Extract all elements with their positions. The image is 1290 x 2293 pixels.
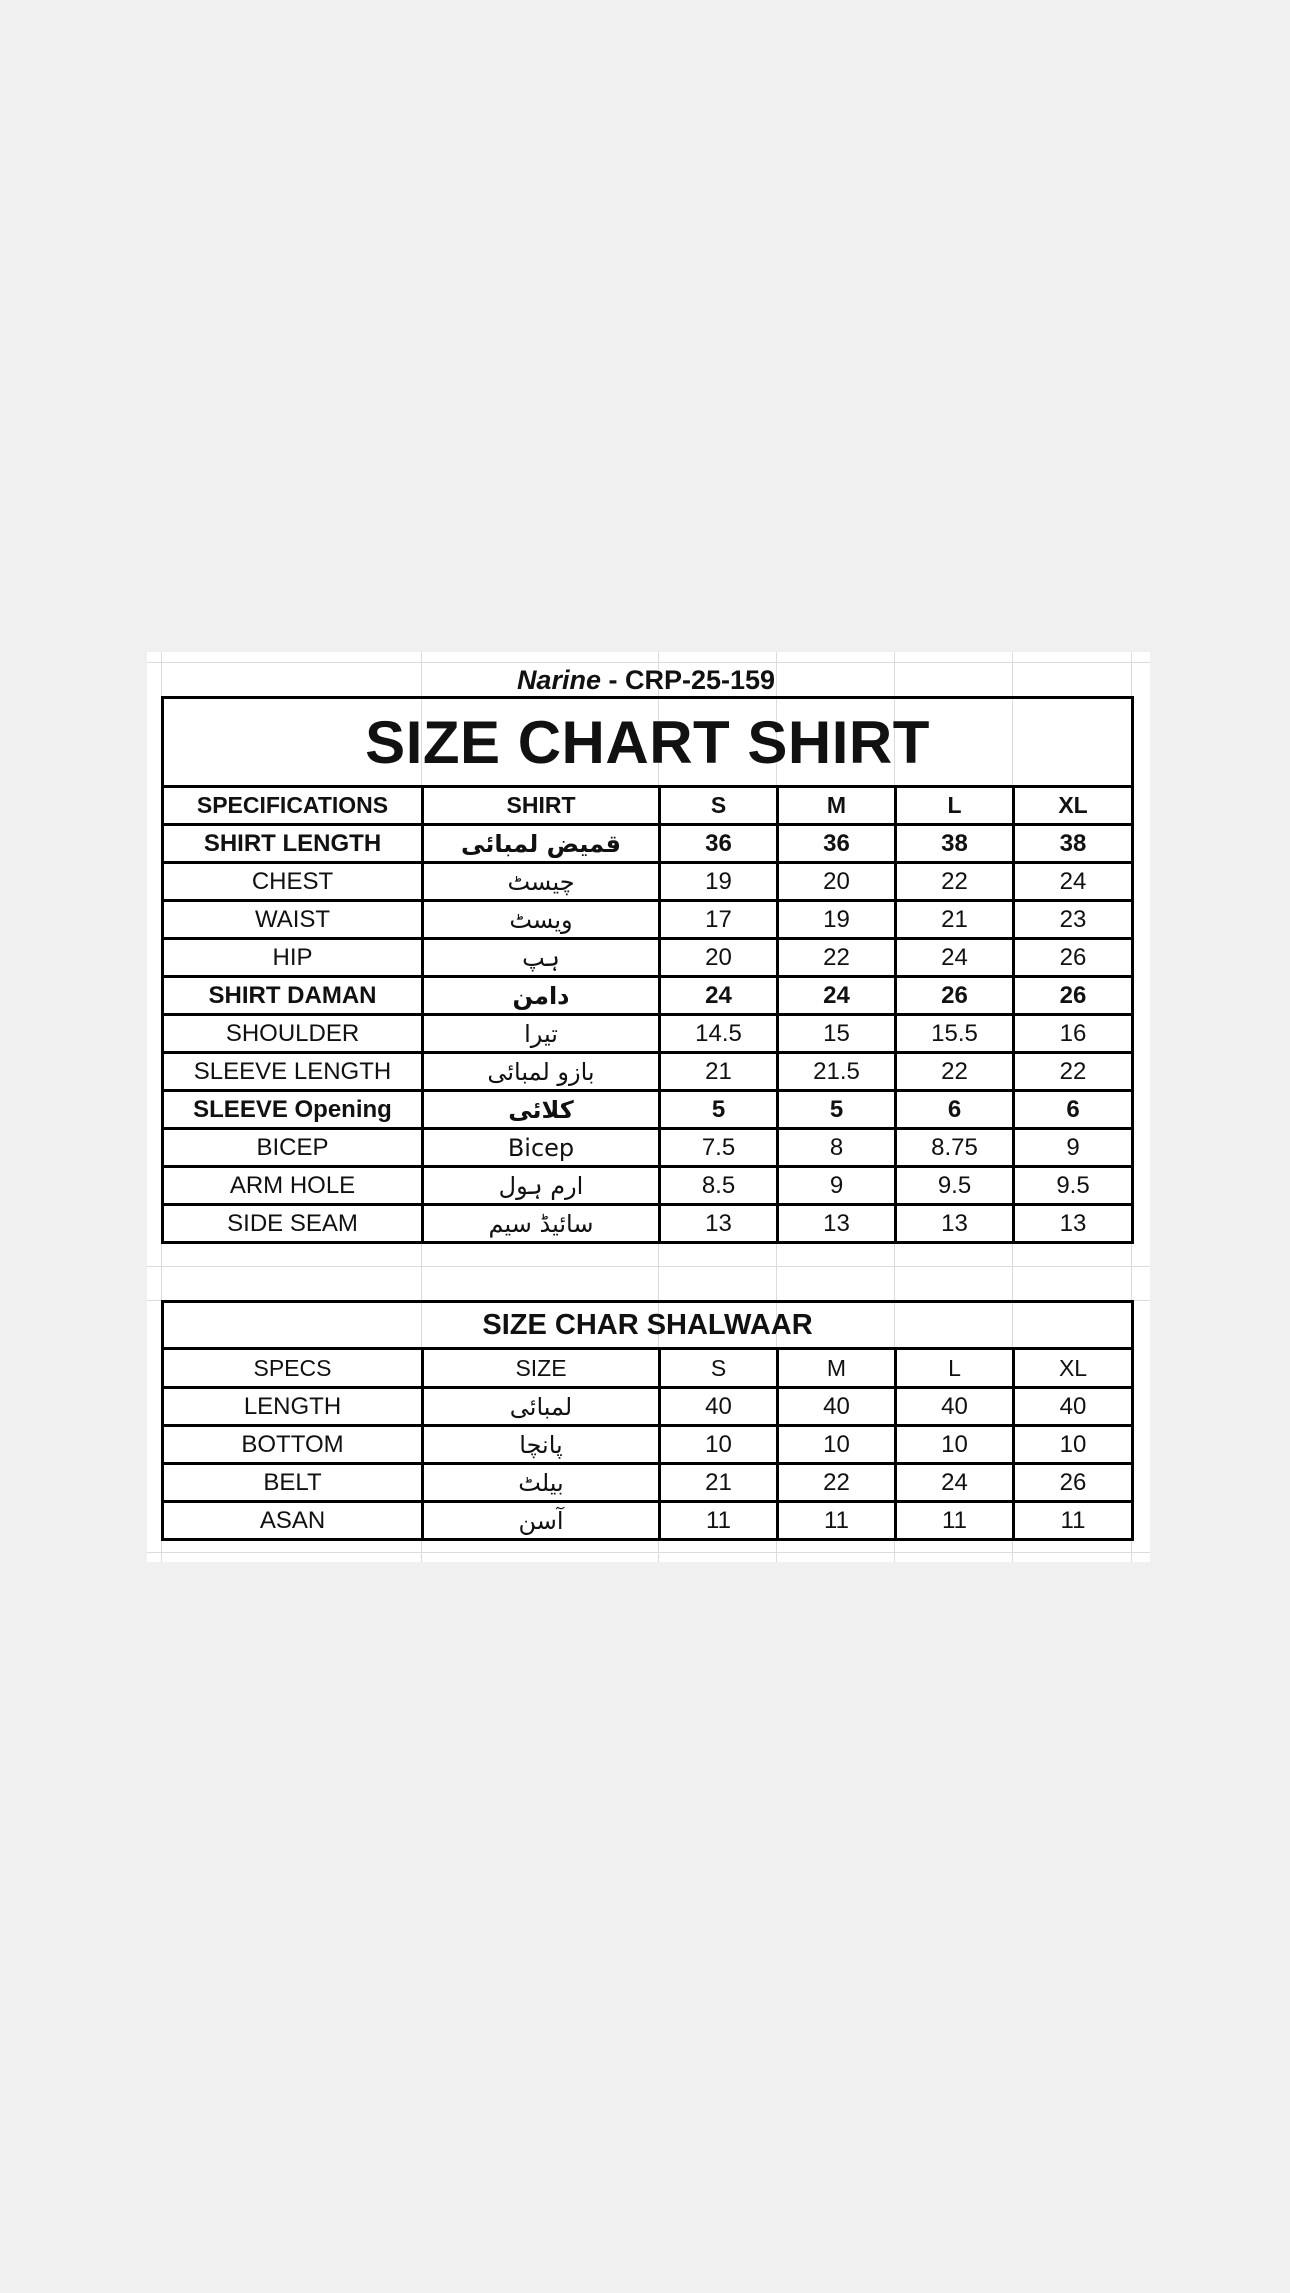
- size-value: 24: [1014, 863, 1133, 901]
- spec-label: BOTTOM: [163, 1426, 423, 1464]
- table-row: [163, 901, 1133, 939]
- spec-local-name: پانچا: [423, 1426, 660, 1464]
- product-code: CRP-25-159: [624, 665, 776, 695]
- size-value: 8.75: [896, 1129, 1014, 1167]
- spec-label: CHEST: [163, 863, 423, 901]
- column-header: S: [660, 1349, 778, 1388]
- spec-label: BELT: [163, 1464, 423, 1502]
- size-value: 40: [896, 1388, 1014, 1426]
- size-value: 6: [896, 1091, 1014, 1129]
- spec-label: SHIRT DAMAN: [163, 977, 423, 1015]
- size-value: 15: [778, 1015, 896, 1053]
- spec-label: WAIST: [163, 901, 423, 939]
- size-value: 36: [778, 825, 896, 863]
- spec-local-name: ہپ: [423, 939, 660, 977]
- gridline: [147, 1266, 1150, 1267]
- size-value: 11: [896, 1502, 1014, 1540]
- column-header: M: [778, 787, 896, 825]
- table-row: [163, 977, 1133, 1015]
- spec-local-name: تیرا: [423, 1015, 660, 1053]
- spec-label: ASAN: [163, 1502, 423, 1540]
- size-value: 22: [778, 939, 896, 977]
- size-value: 22: [896, 1053, 1014, 1091]
- size-value: 21: [896, 901, 1014, 939]
- size-value: 20: [778, 863, 896, 901]
- spec-local-name: لمبائی: [423, 1388, 660, 1426]
- spec-local-name: Bicep: [423, 1129, 660, 1167]
- size-value: 26: [1014, 977, 1133, 1015]
- size-value: 23: [1014, 901, 1133, 939]
- size-value: 8: [778, 1129, 896, 1167]
- size-value: 13: [778, 1205, 896, 1243]
- size-value: 22: [778, 1464, 896, 1502]
- size-value: 15.5: [896, 1015, 1014, 1053]
- table-row: [163, 1053, 1133, 1091]
- spec-label: SHOULDER: [163, 1015, 423, 1053]
- column-header: SPECIFICATIONS: [163, 787, 423, 825]
- size-value: 11: [660, 1502, 778, 1540]
- spec-local-name: چیسٹ: [423, 863, 660, 901]
- size-value: 7.5: [660, 1129, 778, 1167]
- spec-local-name: دامن: [423, 977, 660, 1015]
- size-value: 10: [660, 1426, 778, 1464]
- column-header: SPECS: [163, 1349, 423, 1388]
- size-value: 9.5: [1014, 1167, 1133, 1205]
- column-header: SIZE: [423, 1349, 660, 1388]
- spec-label: LENGTH: [163, 1388, 423, 1426]
- size-value: 16: [1014, 1015, 1133, 1053]
- brand-name: Narine: [516, 665, 601, 695]
- size-value: 10: [778, 1426, 896, 1464]
- size-value: 19: [778, 901, 896, 939]
- size-value: 13: [660, 1205, 778, 1243]
- column-header: XL: [1014, 1349, 1133, 1388]
- spec-label: ARM HOLE: [163, 1167, 423, 1205]
- size-value: 19: [660, 863, 778, 901]
- table-row: [163, 825, 1133, 863]
- spec-label: BICEP: [163, 1129, 423, 1167]
- column-header: S: [660, 787, 778, 825]
- size-value: 21.5: [778, 1053, 896, 1091]
- separator: -: [600, 665, 625, 695]
- gridline: [147, 662, 1150, 663]
- size-value: 24: [896, 1464, 1014, 1502]
- spec-local-name: سائیڈ سیم: [423, 1205, 660, 1243]
- shalwaar-header-row: [163, 1349, 1133, 1388]
- size-value: 38: [896, 825, 1014, 863]
- size-value: 40: [1014, 1388, 1133, 1426]
- column-header: M: [778, 1349, 896, 1388]
- spec-local-name: ویسٹ: [423, 901, 660, 939]
- spec-local-name: ارم ہول: [423, 1167, 660, 1205]
- size-value: 24: [660, 977, 778, 1015]
- size-value: 26: [1014, 939, 1133, 977]
- size-value: 21: [660, 1464, 778, 1502]
- spec-local-name: بازو لمبائی: [423, 1053, 660, 1091]
- table-row: [163, 1205, 1133, 1243]
- table-row: [163, 1091, 1133, 1129]
- size-value: 9: [1014, 1129, 1133, 1167]
- size-value: 11: [778, 1502, 896, 1540]
- size-value: 40: [778, 1388, 896, 1426]
- size-value: 10: [1014, 1426, 1133, 1464]
- table-row: [163, 939, 1133, 977]
- shirt-size-table: [161, 696, 1134, 1244]
- table-row: [163, 1464, 1133, 1502]
- shalwaar-title-row: [163, 1302, 1133, 1349]
- size-value: 36: [660, 825, 778, 863]
- product-code-heading: [161, 664, 1131, 696]
- size-value: 22: [1014, 1053, 1133, 1091]
- column-header: L: [896, 787, 1014, 825]
- gridline: [147, 1552, 1150, 1553]
- size-value: 8.5: [660, 1167, 778, 1205]
- size-value: 26: [896, 977, 1014, 1015]
- table-row: [163, 1388, 1133, 1426]
- shirt-chart-title: SIZE CHART SHIRT: [163, 698, 1133, 787]
- table-row: [163, 1015, 1133, 1053]
- size-value: 24: [778, 977, 896, 1015]
- size-value: 21: [660, 1053, 778, 1091]
- spec-local-name: بیلٹ: [423, 1464, 660, 1502]
- spec-label: SIDE SEAM: [163, 1205, 423, 1243]
- size-value: 9: [778, 1167, 896, 1205]
- size-value: 13: [896, 1205, 1014, 1243]
- spec-local-name: قمیض لمبائی: [423, 825, 660, 863]
- column-header: L: [896, 1349, 1014, 1388]
- size-value: 10: [896, 1426, 1014, 1464]
- table-row: [163, 1426, 1133, 1464]
- spec-label: SLEEVE Opening: [163, 1091, 423, 1129]
- size-value: 11: [1014, 1502, 1133, 1540]
- spec-local-name: کلائی: [423, 1091, 660, 1129]
- shalwaar-chart-title: SIZE CHAR SHALWAAR: [163, 1302, 1133, 1349]
- table-row: [163, 1502, 1133, 1540]
- column-header: SHIRT: [423, 787, 660, 825]
- size-value: 5: [660, 1091, 778, 1129]
- size-value: 14.5: [660, 1015, 778, 1053]
- size-value: 22: [896, 863, 1014, 901]
- size-value: 26: [1014, 1464, 1133, 1502]
- size-value: 20: [660, 939, 778, 977]
- spec-local-name: آسن: [423, 1502, 660, 1540]
- size-value: 13: [1014, 1205, 1133, 1243]
- spec-label: SHIRT LENGTH: [163, 825, 423, 863]
- table-row: [163, 1129, 1133, 1167]
- table-row: [163, 863, 1133, 901]
- size-value: 6: [1014, 1091, 1133, 1129]
- shalwaar-size-table: [161, 1300, 1134, 1541]
- column-header: XL: [1014, 787, 1133, 825]
- size-value: 38: [1014, 825, 1133, 863]
- size-value: 5: [778, 1091, 896, 1129]
- spec-label: HIP: [163, 939, 423, 977]
- size-value: 17: [660, 901, 778, 939]
- size-value: 40: [660, 1388, 778, 1426]
- size-value: 24: [896, 939, 1014, 977]
- table-row: [163, 1167, 1133, 1205]
- shirt-header-row: [163, 787, 1133, 825]
- shirt-title-row: [163, 698, 1133, 787]
- size-chart-sheet: [147, 652, 1150, 1562]
- spec-label: SLEEVE LENGTH: [163, 1053, 423, 1091]
- size-value: 9.5: [896, 1167, 1014, 1205]
